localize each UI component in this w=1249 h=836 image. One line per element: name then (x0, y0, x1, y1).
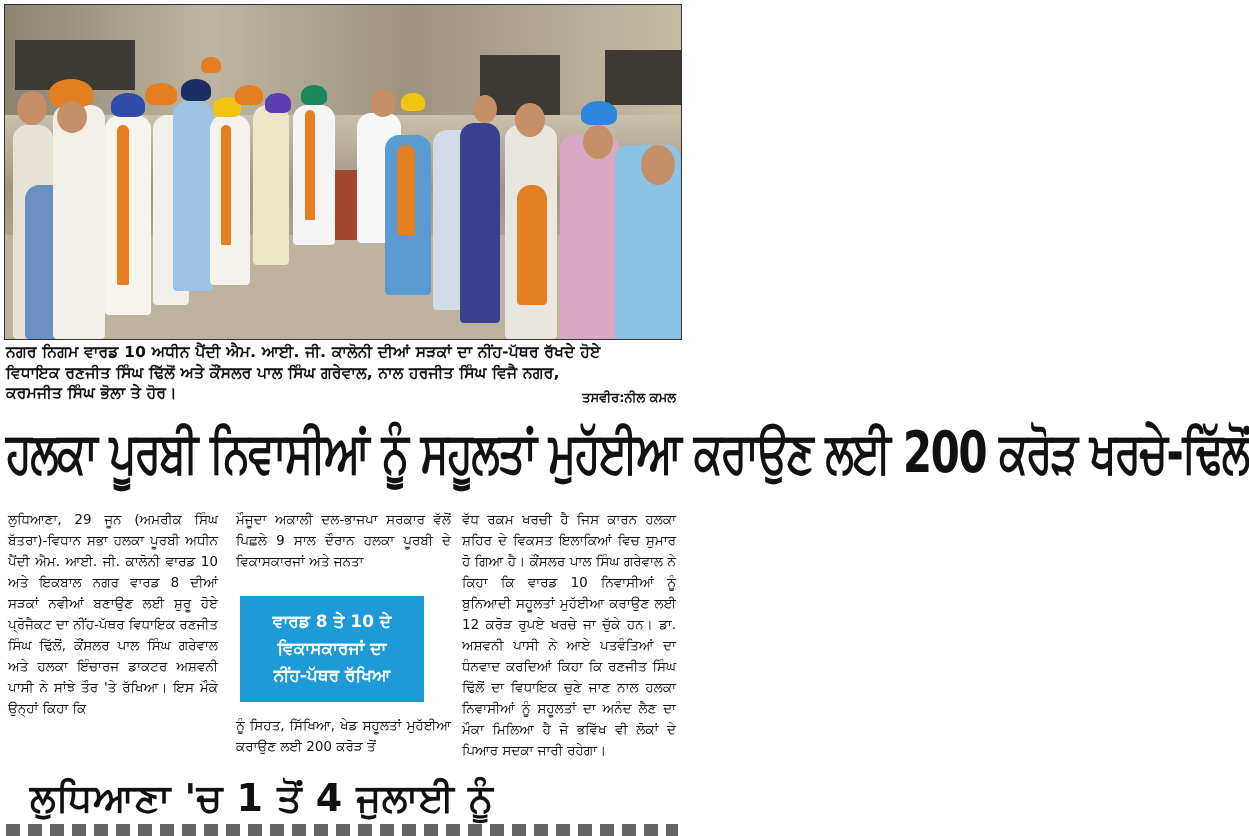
article-column-2-bottom: ਨੂੰ ਸਿਹਤ, ਸਿੱਖਿਆ, ਖੇਡ ਸਹੂਲਤਾਂ ਮੁਹੱਈਆ ਕਰਾਉਣ ਲਈ 200 ਕਰੋੜ ਤੋਂ (236, 718, 451, 755)
head (370, 89, 396, 117)
turban (235, 85, 263, 105)
news-photo (4, 4, 682, 340)
person (460, 123, 500, 323)
turban (581, 101, 617, 125)
person-stole (117, 125, 129, 285)
head (583, 125, 613, 159)
person (253, 105, 289, 265)
turban (401, 93, 425, 111)
caption-line-3: ਕਰਮਜੀਤ ਸਿੰਘ ਭੋਲਾ ਤੇ ਹੋਰ। (6, 384, 177, 402)
next-article-headline: ਲੁਧਿਆਣਾ 'ਚ 1 ਤੋਂ 4 ਜੁਲਾਈ ਨੂੰ (30, 776, 494, 820)
article-column-1: ਲੁਧਿਆਣਾ, 29 ਜੂਨ (ਅਮਰੀਕ ਸਿੰਘ ਬੱਤਰਾ)-ਵਿਧਾਨ ਸਭਾ ਹਲਕਾ ਪੂਰਬੀ ਅਧੀਨ ਪੈਂਦੀ ਐਮ. ਆਈ. ਜੀ. ਕਾਲੋਨੀ ਵਾਰਡ 10 ਅਤੇ ਇਕਬਾਲ ਨਗਰ ਵਾਰਡ 8 ਦੀਆਂ ਸੜਕਾਂ ਨਵੀਆਂ ਬਣਾਉਣ ਲਈ ਸ਼ੁਰੂ ਹੋਏ ਪ੍ਰੋਜੈਕਟ ਦਾ ਨੀਂਹ-ਪੱਥਰ ਵਿਧਾਇਕ ਰਣਜੀਤ ਸਿੰਘ ਢਿੱਲੋਂ, ਕੌਂਸਲਰ ਪਾਲ ਸਿੰਘ ਗਰੇਵਾਲ ਅਤੇ ਹਲਕਾ ਇੰਚਾਰਜ ਡਾਕਟਰ ਅਸ਼ਵਨੀ ਪਾਸੀ ਨੇ ਸਾਂਝੇ ਤੌਰ 'ਤੇ ਰੱਖਿਆ। ਇਸ ਮੌਕੇ ਉਨ੍ਹਾਂ ਕਿਹਾ ਕਿ (8, 512, 218, 717)
highlight-box (240, 596, 424, 702)
cropped-text-line (6, 824, 678, 836)
article-column-3: ਵੱਧ ਰਕਮ ਖਰਚੀ ਹੈ ਜਿਸ ਕਾਰਨ ਹਲਕਾ ਸ਼ਹਿਰ ਦੇ ਵਿਕਸਤ ਇਲਾਕਿਆਂ ਵਿਚ ਸ਼ੁਮਾਰ ਹੋ ਗਿਆ ਹੈ। ਕੌਂਸਲਰ ਪਾਲ ਸਿੰਘ ਗਰੇਵਾਲ ਨੇ ਕਿਹਾ ਕਿ ਵਾਰਡ 10 ਨਿਵਾਸੀਆਂ ਨੂੰ ਬੁਨਿਆਦੀ ਸਹੂਲਤਾਂ ਮੁਹੱਈਆ ਕਰਾਉਣ ਲਈ 12 ਕਰੋੜ ਰੁਪਏ ਖਰਚੇ ਜਾ ਚੁੱਕੇ ਹਨ। ਡਾ. ਅਸ਼ਵਨੀ ਪਾਸੀ ਨੇ ਆਏ ਪਤਵੰਤਿਆਂ ਦਾ ਧੰਨਵਾਦ ਕਰਦਿਆਂ ਕਿਹਾ ਕਿ ਰਣਜੀਤ ਸਿੰਘ ਢਿੱਲੋਂ ਦਾ ਵਿਧਾਇਕ ਚੁਣੇ ਜਾਣ ਨਾਲ ਹਲਕਾ ਨਿਵਾਸੀਆਂ ਨੂੰ ਸਹੂਲਤਾਂ ਦਾ ਅਨੰਦ ਲੈਣ ਦਾ ਮੌਕਾ ਮਿਲਿਆ ਹੈ ਜੋ ਭਵਿੱਖ ਵੀ ਲੋਕਾਂ ਦੇ ਪਿਆਰ ਸਦਕਾ ਜਾਰੀ ਰਹੇਗਾ। (462, 512, 676, 759)
article-headline: ਹਲਕਾ ਪੂਰਬੀ ਨਿਵਾਸੀਆਂ ਨੂੰ ਸਹੂਲਤਾਂ ਮੁਹੱਈਆ ਕਰਾਉਣ ਲਈ 200 ਕਰੋੜ ਖਰਚੇ-ਢਿੱਲੋਂ (6, 419, 1249, 486)
caption-line-2: ਵਿਧਾਇਕ ਰਣਜੀਤ ਸਿੰਘ ਢਿੱਲੋਂ ਅਤੇ ਕੌਂਸਲਰ ਪਾਲ ਸਿੰਘ ਗਰੇਵਾਲ, ਨਾਲ ਹਰਜੀਤ ਸਿੰਘ ਵਿਜੈ ਨਗਰ, (6, 363, 560, 382)
head (473, 95, 497, 123)
person-stole (517, 185, 547, 305)
head (57, 101, 87, 133)
turban (265, 93, 291, 113)
turban (111, 93, 145, 117)
person (560, 135, 620, 339)
photo-door-right (605, 50, 681, 105)
turban (201, 57, 221, 73)
photo-caption (6, 342, 678, 404)
turban (181, 79, 211, 101)
person-stole (397, 145, 415, 235)
head (17, 91, 47, 125)
person (53, 105, 105, 339)
highlight-line-2: ਵਿਕਾਸਕਾਰਜਾਂ ਦਾ (277, 639, 387, 659)
person-stole (221, 125, 231, 245)
article-column-2-top: ਮੌਜੂਦਾ ਅਕਾਲੀ ਦਲ-ਭਾਜਪਾ ਸਰਕਾਰ ਵੱਲੋਂ ਪਿਛਲੇ 9 ਸਾਲ ਦੌਰਾਨ ਹਲਕਾ ਪੂਰਬੀ ਦੇ ਵਿਕਾਸਕਾਰਜਾਂ ਅਤੇ ਜਨਤਾ (236, 512, 451, 570)
turban (301, 85, 327, 105)
highlight-line-3: ਨੀਂਹ-ਪੱਥਰ ਰੱਖਿਆ (273, 666, 391, 686)
person-stole (305, 110, 315, 220)
head (515, 103, 545, 137)
turban (145, 83, 177, 105)
highlight-line-1: ਵਾਰਡ 8 ਤੇ 10 ਦੇ (272, 612, 392, 632)
head (641, 145, 675, 185)
caption-line-1: ਨਗਰ ਨਿਗਮ ਵਾਰਡ 10 ਅਧੀਨ ਪੈਂਦੀ ਐਮ. ਆਈ. ਜੀ. ਕਾਲੋਨੀ ਦੀਆਂ ਸੜਕਾਂ ਦਾ ਨੀਂਹ-ਪੱਥਰ ਰੱਖਦੇ ਹੋਏ (6, 343, 601, 361)
person (173, 101, 213, 291)
photo-credit: ਤਸਵੀਰ:ਨੀਲ ਕਮਲ (582, 391, 676, 406)
